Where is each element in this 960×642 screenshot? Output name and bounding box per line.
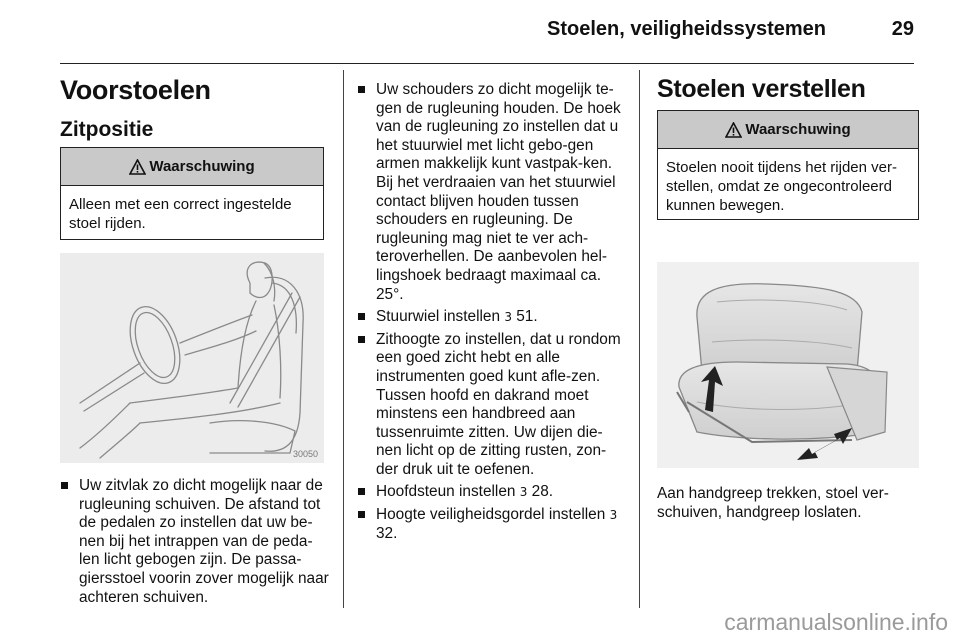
page-reference-link[interactable]: 28. (531, 483, 554, 501)
list-item (357, 308, 625, 327)
xref-arrow-icon: 3 (609, 508, 618, 523)
list-item-text: Stuurwiel instellen (376, 308, 501, 326)
warning-triangle-icon (129, 159, 146, 175)
warning-label: Waarschuwing (745, 121, 851, 138)
warning-label: Waarschuwing (149, 158, 255, 175)
warning-triangle-icon (725, 122, 742, 138)
column-divider (343, 70, 344, 608)
list-item-text: Zithoogte zo instellen, dat u rondom een goed zicht hebt en alle instrumenten goed kunt afle-zen. Tussen hoofd en dakrand moet minstens een handbreed aan tussenruimte zitten. Uw dijen die-nen licht op de zitting rusten, zon-der druk uit te oefenen. (376, 330, 621, 478)
seat-lever-drawing (657, 262, 919, 468)
page-title: Voorstoelen (60, 75, 211, 105)
figure-caption: Aan handgreep trekken, stoel ver-schuiven, handgreep loslaten. (657, 485, 889, 521)
list-item-text: Hoogte veiligheidsgordel instellen (376, 506, 606, 524)
page-reference-link[interactable]: 32. (376, 524, 398, 542)
warning-box (657, 110, 919, 220)
section-subtitle: Zitpositie (60, 118, 154, 141)
page-reference-link[interactable]: 51. (516, 308, 538, 326)
driver-seating-drawing (60, 253, 324, 463)
section-title: Stoelen, veiligheidssystemen (547, 18, 826, 40)
warning-header (61, 148, 323, 186)
list-item (357, 81, 625, 304)
seat-adjust-illustration (657, 262, 919, 468)
list-item: Uw zitvlak zo dicht mogelijk naar de rugleuning schuiven. De afstand tot de pedalen zo instellen dat uw be-nen bij het intrappen van de peda-len licht gebogen zijn. De passa-giersstoel voorin zover mogelijk naar achteren schuiven. (60, 477, 332, 607)
driver-position-illustration (60, 253, 324, 463)
figure-code: 30050 (292, 449, 318, 459)
running-header (60, 14, 914, 64)
list-item-text: Uw schouders zo dicht mogelijk te-gen de rugleuning houden. De hoek van de rugleuning zo instellen dat u het stuurwiel met licht gebo-gen armen makkelijk kunt vastpak-ken. Bij het verdraaien van het stuurwiel contact blijven houden tussen schouders en rugleuning. De rugleuning mag niet te ver ach-teroverhellen. De aanbevolen hel-lingshoek bedraagt maximaal ca. 25°. (376, 81, 621, 303)
left-bullet-list (60, 477, 332, 611)
page-number: 29 (891, 18, 914, 40)
warning-header (658, 111, 918, 149)
list-item (357, 331, 625, 480)
xref-arrow-icon: 3 (519, 485, 528, 500)
column-divider (639, 70, 640, 608)
warning-text: Stoelen nooit tijdens het rijden ver-stellen, omdat ze ongecontroleerd kunnen bewegen. (666, 159, 897, 214)
list-item-text: Hoofdsteun instellen (376, 483, 516, 501)
warning-text: Alleen met een correct ingestelde stoel rijden. (69, 196, 292, 232)
list-item (357, 483, 625, 502)
watermark: carmanualsonline.info (724, 609, 948, 635)
list-item (357, 506, 625, 543)
middle-bullet-list (357, 81, 625, 547)
warning-box (60, 147, 324, 240)
xref-arrow-icon: 3 (504, 310, 512, 325)
section-title-right: Stoelen verstellen (657, 75, 866, 103)
